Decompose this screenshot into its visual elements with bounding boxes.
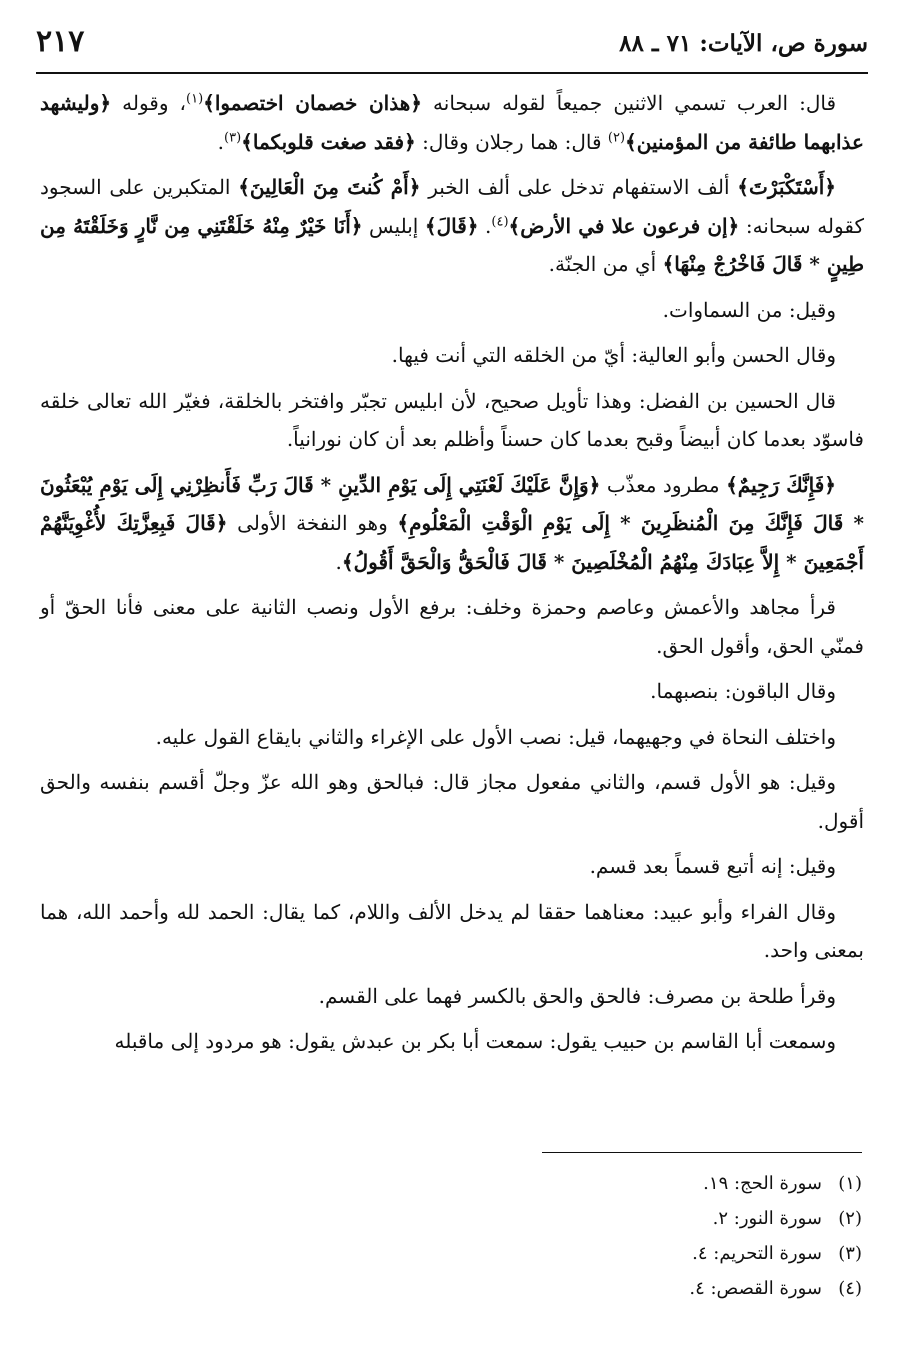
footnote-ref: (٤) (491, 213, 509, 229)
paragraph (40, 718, 864, 757)
text-run: أي من الجنّة. (548, 252, 663, 276)
footnote-text: سورة التحريم: ٤. (692, 1243, 822, 1264)
text-run: . (478, 213, 492, 238)
text-run: قرأ مجاهد والأعمش وعاصم وحمزة وخلف: برفع الأول ونصب الثانية على معنى فأنا الحقّ أو فمنّي الحق، وأقول الحق. (40, 595, 864, 658)
page-number: ٢١٧ (36, 24, 85, 59)
text-run: واختلف النحاة في وجهيهما، قيل: نصب الأول على الإغراء والثاني بايقاع القول عليه. (155, 724, 836, 749)
quran-quote: ﴿فَإِنَّكَ رَجِيمٌ﴾ (726, 472, 836, 497)
text-run: وقرأ طلحة بن مصرف: فالحق والحق بالكسر فهما على القسم. (318, 983, 836, 1008)
paragraph (40, 763, 864, 840)
paragraph (40, 588, 864, 665)
text-run: . (335, 549, 342, 574)
quran-quote: ﴿فقد صغت قلوبكما﴾ (241, 129, 416, 154)
footnote-item (300, 1168, 862, 1203)
quran-quote: ﴿إن فرعون علا في الأرض﴾ (508, 213, 740, 238)
text-run: وقال الباقون: بنصبهما. (650, 679, 836, 703)
paragraph (40, 291, 864, 330)
footnote-ref: (٣) (224, 129, 242, 145)
quran-quote: ﴿وَإِنَّ عَلَيْكَ لَعْنَتِي إِلَى يَوْمِ الدِّينِ * قَالَ رَبِّ فَأَنظِرْنِي إِلَى يَوْمِ يُبْعَثُونَ * قَالَ فَإِنَّكَ مِنَ الْمُنظَرِينَ * إِلَى يَوْمِ الْوَقْتِ الْمَعْلُومِ﴾ (40, 472, 865, 535)
paragraph (40, 168, 864, 284)
quran-quote: ﴿وليشهد عذابهما طائفة من المؤمنين﴾ (40, 91, 864, 154)
footnote-item (300, 1238, 862, 1273)
text-run: وقال الحسن وأبو العالية: أيّ من الخلقه التي أنت فيها. (391, 343, 836, 367)
text-run: قال الحسين بن الفضل: وهذا تأويل صحيح، لأن ابليس تجبّر وافتخر بالخلقة، فغيّر الله تعالى خلقه فاسوّد بعدما كان أبيضاً وقبح بعدما كان حسناً وأظلم بعد أن كان نورانياً. (40, 388, 864, 451)
page-body (40, 84, 864, 1068)
footnote-divider (542, 1152, 862, 1153)
surah-title: سورة ص، الآيات: ٧١ ـ ٨٨ (619, 30, 868, 57)
footnote-ref: (٢) (607, 129, 626, 145)
paragraph (40, 893, 864, 970)
paragraph (40, 977, 864, 1016)
text-run: وهو النفخة الأولى (227, 511, 398, 535)
paragraph (40, 336, 864, 375)
text-run: وقيل: هو الأول قسم، والثاني مفعول مجاز قال: فبالحق وهو الله عزّ وجلّ أقسم بنفسه والحق أقول. (40, 770, 864, 833)
text-run: المتكبرين على السجود كقوله سبحانه: (40, 175, 864, 238)
quran-quote: ﴿قَالَ﴾ (424, 213, 479, 238)
quran-quote: ﴿أَنَا خَيْرٌ مِنْهُ خَلَقْتَنِي مِن نَّارٍ وَخَلَقْتَهُ مِن طِينٍ * قَالَ فَاخْرُجْ مِنْهَا﴾ (40, 213, 864, 276)
text-run: وقال الفراء وأبو عبيد: معناهما حققا لم يدخل الألف واللام، كما يقال: الحمد لله وأحمد الله، هما بمعنى واحد. (40, 899, 864, 962)
paragraph (40, 672, 864, 711)
text-run: ، وقوله (111, 91, 186, 115)
footnote-text: سورة الحج: ١٩. (703, 1173, 822, 1194)
text-run: ألف الاستفهام تدخل على ألف الخبر (420, 175, 738, 199)
footnote-number: (٣) (838, 1243, 862, 1264)
quran-quote: ﴿أَسْتَكْبَرْتَ﴾ (737, 175, 836, 199)
text-run: . (217, 129, 225, 154)
footnote-number: (٤) (838, 1278, 862, 1299)
text-run: قال: هما رجلان وقال: (415, 129, 608, 154)
paragraph (40, 466, 864, 582)
footnote-text: سورة القصص: ٤. (689, 1278, 822, 1299)
footnotes (300, 1168, 862, 1308)
quran-quote: ﴿هذان خصمان اختصموا﴾ (203, 91, 422, 115)
footnote-item (300, 1273, 862, 1308)
text-run: مطرود معذّب (600, 472, 727, 497)
text-run: وقيل: إنه أتبع قسماً بعد قسم. (589, 854, 836, 878)
text-run: وقيل: من السماوات. (662, 297, 836, 322)
footnote-number: (١) (838, 1173, 862, 1194)
quran-quote: ﴿أَمْ كُنتَ مِنَ الْعَالِينَ﴾ (238, 175, 421, 199)
text-run: إبليس (362, 213, 425, 238)
footnote-text: سورة النور: ٢. (712, 1208, 822, 1229)
paragraph (40, 84, 864, 161)
footnote-ref: (١) (186, 91, 204, 107)
quran-quote: ﴿قَالَ فَبِعِزَّتِكَ لأُغْوِيَنَّهُمْ أَجْمَعِينَ * إِلاَّ عِبَادَكَ مِنْهُمُ الْمُخْلَصِينَ * قَالَ فَالْحَقُّ وَالْحَقَّ أَقُولُ﴾ (40, 511, 864, 574)
paragraph (40, 1022, 864, 1061)
page-header (36, 22, 868, 74)
text-run: قال: العرب تسمي الاثنين جميعاً لقوله سبحانه (421, 91, 837, 115)
footnote-item (300, 1203, 862, 1238)
paragraph (40, 847, 864, 886)
footnote-number: (٢) (838, 1208, 862, 1229)
text-run: وسمعت أبا القاسم بن حبيب يقول: سمعت أبا بكر بن عبدش يقول: هو مردود إلى ماقبله (114, 1029, 836, 1053)
paragraph (40, 382, 864, 459)
